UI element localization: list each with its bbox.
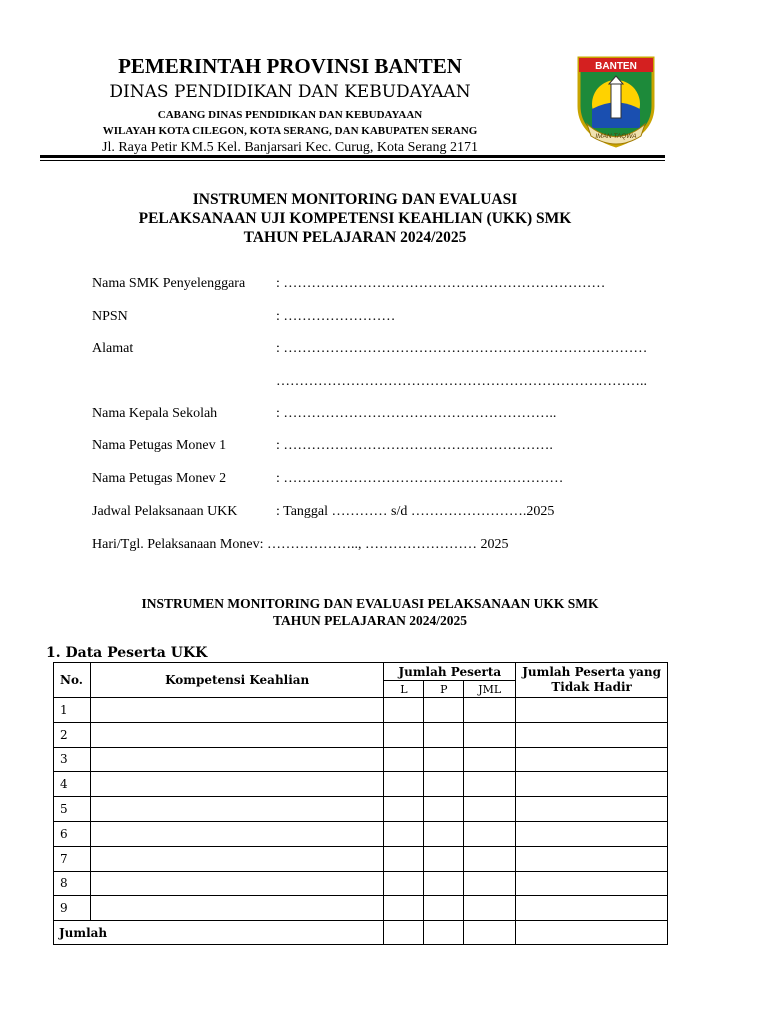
letterhead-thick-rule — [40, 155, 665, 158]
header-tidak-hadir: Jumlah Peserta yang Tidak Hadir — [516, 663, 668, 698]
cell-p[interactable] — [424, 722, 464, 747]
cell-p[interactable] — [424, 846, 464, 871]
section-subtitle — [70, 595, 670, 629]
table-header-row — [54, 663, 668, 681]
row-number: 1 — [54, 698, 91, 723]
row-number: 9 — [54, 896, 91, 921]
cell-tidak-hadir[interactable] — [516, 772, 668, 797]
total-jml[interactable] — [464, 921, 516, 945]
cell-l[interactable] — [384, 846, 424, 871]
cell-l[interactable] — [384, 821, 424, 846]
row-number: 5 — [54, 797, 91, 822]
cell-tidak-hadir[interactable] — [516, 871, 668, 896]
field-label: NPSN — [92, 309, 128, 324]
letterhead-region: WILAYAH KOTA CILEGON, KOTA SERANG, DAN KABUPATEN SERANG — [102, 125, 478, 137]
banten-emblem-icon — [575, 54, 657, 149]
cell-kompetensi[interactable] — [90, 772, 383, 797]
cell-jml[interactable] — [464, 871, 516, 896]
table-row — [54, 722, 668, 747]
letterhead-branch: CABANG DINAS PENDIDIKAN DAN KEBUDAYAAN — [157, 109, 423, 121]
cell-kompetensi[interactable] — [90, 896, 383, 921]
cell-jml[interactable] — [464, 698, 516, 723]
cell-l[interactable] — [384, 698, 424, 723]
table-row — [54, 871, 668, 896]
row-number: 7 — [54, 846, 91, 871]
participant-table — [53, 662, 668, 945]
cell-jml[interactable] — [464, 846, 516, 871]
row-number: 8 — [54, 871, 91, 896]
total-p[interactable] — [424, 921, 464, 945]
field-blank[interactable]: : …………………………………………………… — [276, 471, 564, 486]
document-title — [60, 190, 650, 247]
cell-l[interactable] — [384, 747, 424, 772]
logo-bottom-text: IMAN TAQWA — [595, 133, 637, 140]
cell-l[interactable] — [384, 772, 424, 797]
cell-l[interactable] — [384, 896, 424, 921]
letterhead-government: PEMERINTAH PROVINSI BANTEN — [118, 54, 462, 78]
cell-jml[interactable] — [464, 821, 516, 846]
cell-p[interactable] — [424, 821, 464, 846]
logo-top-text: BANTEN — [595, 61, 637, 72]
cell-tidak-hadir[interactable] — [516, 747, 668, 772]
cell-kompetensi[interactable] — [90, 747, 383, 772]
letterhead-agency: DINAS PENDIDIKAN DAN KEBUDAYAAN — [109, 82, 471, 102]
field-label: Alamat — [92, 341, 134, 356]
cell-kompetensi[interactable] — [90, 821, 383, 846]
field-hari-text[interactable]: Hari/Tgl. Pelaksanaan Monev: ……………….., …………………… 2025 — [92, 537, 509, 552]
cell-tidak-hadir[interactable] — [516, 896, 668, 921]
table-row — [54, 772, 668, 797]
field-label: Nama Petugas Monev 2 — [92, 471, 227, 486]
cell-l[interactable] — [384, 871, 424, 896]
section-heading: 1. Data Peserta UKK — [46, 645, 208, 661]
letterhead-thin-rule — [40, 160, 665, 161]
field-blank[interactable]: …………………………………………………………………….. — [276, 374, 647, 389]
table-row — [54, 698, 668, 723]
header-p: P — [424, 681, 464, 698]
table-row — [54, 797, 668, 822]
cell-jml[interactable] — [464, 896, 516, 921]
cell-l[interactable] — [384, 797, 424, 822]
header-no: No. — [54, 663, 91, 698]
row-number: 4 — [54, 772, 91, 797]
cell-kompetensi[interactable] — [90, 871, 383, 896]
cell-p[interactable] — [424, 797, 464, 822]
field-blank[interactable]: : ………………………………………………….. — [276, 406, 557, 421]
row-number: 6 — [54, 821, 91, 846]
field-blank[interactable]: : …………………………………………………………… — [276, 276, 606, 291]
subtitle-line-1: INSTRUMEN MONITORING DAN EVALUASI PELAKSANAAN UKK SMK — [141, 596, 599, 611]
row-number: 2 — [54, 722, 91, 747]
table-row — [54, 846, 668, 871]
header-jumlah-peserta: Jumlah Peserta — [384, 663, 516, 681]
cell-tidak-hadir[interactable] — [516, 821, 668, 846]
cell-p[interactable] — [424, 772, 464, 797]
cell-jml[interactable] — [464, 747, 516, 772]
header-kompetensi: Kompetensi Keahlian — [90, 663, 383, 698]
cell-jml[interactable] — [464, 722, 516, 747]
cell-tidak-hadir[interactable] — [516, 698, 668, 723]
cell-kompetensi[interactable] — [90, 722, 383, 747]
total-tidak-hadir[interactable] — [516, 921, 668, 945]
subtitle-line-2: TAHUN PELAJARAN 2024/2025 — [272, 613, 467, 628]
header-l: L — [384, 681, 424, 698]
field-blank[interactable]: : …………………………………………………………………… — [276, 341, 648, 356]
letterhead-text — [40, 52, 540, 157]
cell-p[interactable] — [424, 896, 464, 921]
table-row — [54, 747, 668, 772]
cell-l[interactable] — [384, 722, 424, 747]
field-blank[interactable]: : …………………………………………………. — [276, 438, 553, 453]
letterhead — [40, 52, 665, 162]
cell-p[interactable] — [424, 871, 464, 896]
field-label: Nama Kepala Sekolah — [92, 406, 218, 421]
title-line-3: TAHUN PELAJARAN 2024/2025 — [243, 229, 467, 246]
cell-tidak-hadir[interactable] — [516, 722, 668, 747]
header-jml: JML — [464, 681, 516, 698]
field-label: Nama Petugas Monev 1 — [92, 438, 227, 453]
cell-jml[interactable] — [464, 772, 516, 797]
cell-kompetensi[interactable] — [90, 698, 383, 723]
field-label: Nama SMK Penyelenggara — [92, 276, 246, 291]
table-row — [54, 821, 668, 846]
field-label: Jadwal Pelaksanaan UKK — [92, 504, 238, 519]
cell-tidak-hadir[interactable] — [516, 797, 668, 822]
cell-kompetensi[interactable] — [90, 846, 383, 871]
total-l[interactable] — [384, 921, 424, 945]
field-blank[interactable]: : Tanggal ………… s/d …………………….2025 — [276, 504, 555, 519]
field-blank[interactable]: : …………………… — [276, 309, 396, 324]
cell-kompetensi[interactable] — [90, 797, 383, 822]
cell-tidak-hadir[interactable] — [516, 846, 668, 871]
table-total-row — [54, 921, 668, 945]
title-line-2: PELAKSANAAN UJI KOMPETENSI KEAHLIAN (UKK) SMK — [138, 210, 572, 227]
cell-jml[interactable] — [464, 797, 516, 822]
row-number: 3 — [54, 747, 91, 772]
title-line-1: INSTRUMEN MONITORING DAN EVALUASI — [192, 191, 518, 208]
cell-p[interactable] — [424, 698, 464, 723]
total-label: Jumlah — [54, 921, 384, 945]
letterhead-address: Jl. Raya Petir KM.5 Kel. Banjarsari Kec. Curug, Kota Serang 2171 — [102, 140, 478, 155]
cell-p[interactable] — [424, 747, 464, 772]
table-row — [54, 896, 668, 921]
